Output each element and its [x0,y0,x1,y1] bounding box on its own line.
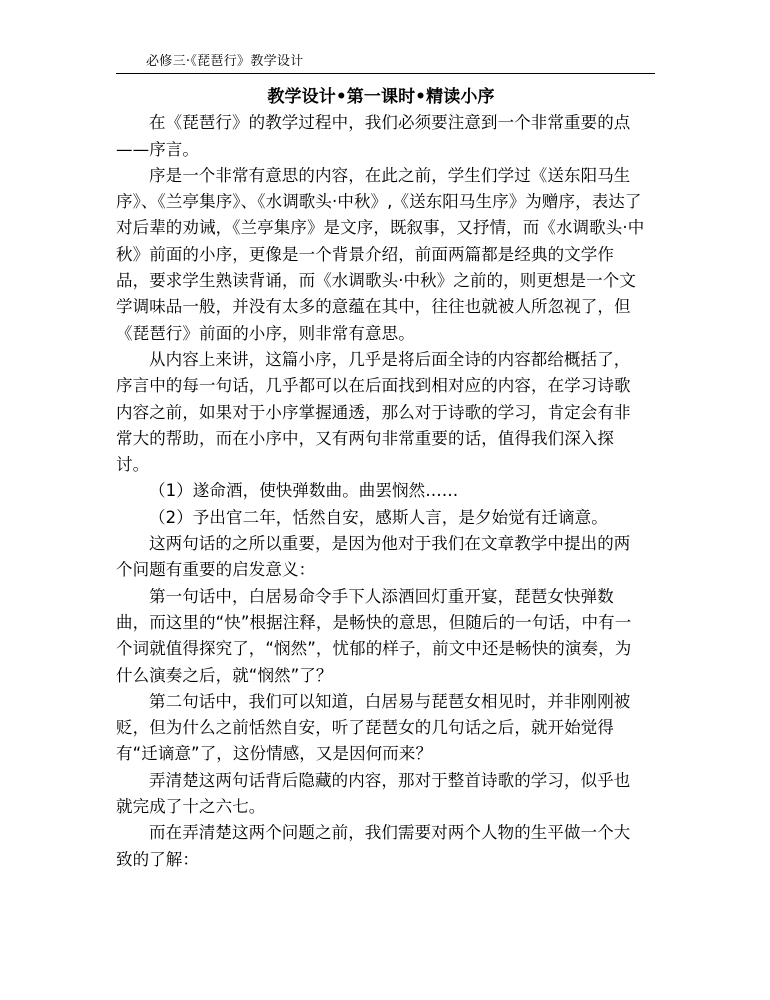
paragraph: 第一句话中，白居易命令手下人添酒回灯重开宴，琵琶女快弹数曲，而这里的“快”根据注释，是畅快的意思，但随后的一句话，中有一个词就值得探究了，“悯然”，忧郁的样子，前文中还是畅快的演奏，为什么演奏之后，就“悯然”了？ [116,586,632,685]
quote-line: （1）遂命酒，使快弹数曲。曲罢悯然…… [149,481,459,501]
quote-line: （2）予出官二年，恬然自安，感斯人言，是夕始觉有迁谪意。 [149,507,608,527]
paragraph: 而在弄清楚这两个问题之前，我们需要对两个人物的生平做一个大致的了解： [116,823,631,869]
paragraph: 序是一个非常有意思的内容，在此之前，学生们学过《送东阳马生序》、《兰亭集序》、《水调歌头·中秋》,《送东阳马生序》为赠序，表达了对后辈的劝诫，《兰亭集序》是文序，既叙事，又抒情，而《水调歌头·中秋》前面的小序，更像是一个背景介绍，前面两篇都是经典的文学作品，要求学生熟读背诵，而《水调歌头·中秋》之前的，则更想是一个文学调味品一般，并没有太多的意蕴在其中，往往也就被人所忽视了，但《琵琶行》前面的小序，则非常有意思。 [116,165,645,343]
document-body [116,84,646,873]
paragraph: 从内容上来讲，这篇小序，几乎是将后面全诗的内容都给概括了，序言中的每一句话，几乎都可以在后面找到相对应的内容，在学习诗歌内容之前，如果对于小序掌握通透，那么对于诗歌的学习，肯定会有非常大的帮助，而在小序中，又有两句非常重要的话，值得我们深入探讨。 [116,349,631,475]
paragraph: 弄清楚这两句话背后隐藏的内容，那对于整首诗歌的学习，似乎也就完成了十之六七。 [116,770,631,817]
running-header: 必修三·《琵琶行》教学设计 [146,54,304,69]
paragraph: 在《琵琶行》的教学过程中，我们必须要注意到一个非常重要的点——序言。 [116,113,631,159]
paragraph: 这两句话的之所以重要，是因为他对于我们在文章教学中提出的两个问题有重要的启发意义： [116,534,631,580]
header-rule [116,73,655,74]
document-title: 教学设计•第一课时•精读小序 [267,87,495,107]
paragraph: 第二句话中，我们可以知道，白居易与琵琶女相见时，并非刚刚被贬，但为什么之前恬然自安，听了琵琶女的几句话之后，就开始觉得有“迁谪意”了，这份情感，又是因何而来？ [116,691,631,764]
